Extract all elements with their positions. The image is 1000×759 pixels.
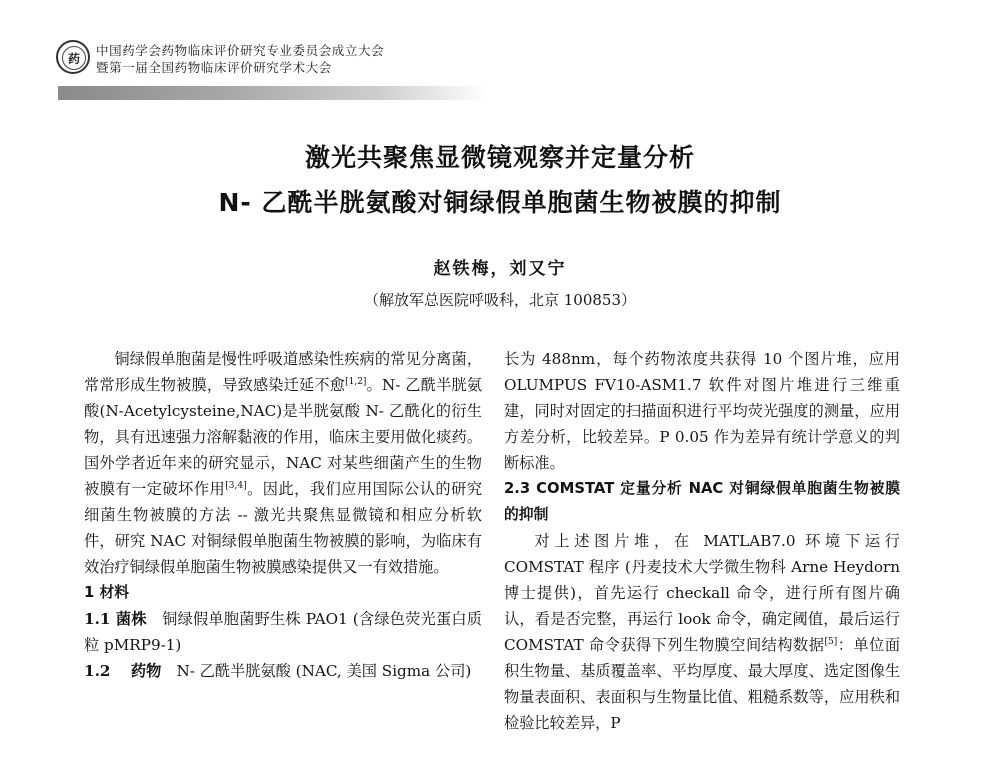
section-heading-materials: 1 材料: [84, 584, 130, 601]
header-gradient-bar: [58, 86, 488, 100]
citation-1-2: [1,2]: [345, 376, 367, 387]
methods-paragraph-continued: 长为 488nm，每个药物浓度共获得 10 个图片堆，应用 OLUMPUS FV10-ASM1.7 软件对图片堆进行三维重建，同时对固定的扫描面积进行平均荧光强度的测量，应用方差分析，比较差异。P 0.05 作为差异有统计学意义的判断标准。: [504, 350, 900, 472]
citation-5: [5]: [824, 636, 838, 647]
intro-paragraph: [84, 346, 482, 580]
subsection-drug-label: 1.2 药物: [84, 662, 162, 680]
society-seal-icon: [56, 40, 90, 74]
conference-name-line1: 中国药学会药物临床评价研究专业委员会成立大会: [96, 43, 385, 58]
right-column: [504, 346, 900, 736]
article-title-line1: 激光共聚焦显微镜观察并定量分析: [304, 143, 695, 172]
subsection-strain-text: 铜绿假单胞菌野生株 PAO1 (含绿色荧光蛋白质粒 pMRP9-1): [84, 610, 482, 654]
comstat-paragraph: [504, 528, 900, 736]
intro-text-c: 。因此，我们应用国际公认的研究细菌生物被膜的方法 -- 激光共聚焦显微镜和相应分析软件，研究 NAC 对铜绿假单胞菌生物被膜的影响，为临床有效治疗铜绿假单胞菌生物被膜感染提供又一有效措施。: [84, 480, 483, 576]
article-title-line2: N- 乙酰半胱氨酸对铜绿假单胞菌生物被膜的抑制: [218, 188, 782, 217]
article-authors: 赵铁梅，刘又宁: [433, 259, 567, 279]
comstat-text-b: ：单位面积生物量、基质覆盖率、平均厚度、最大厚度、选定图像生物量表面积、表面积与生物量比值、粗糙系数等，应用秩和检验比较差异，P: [504, 636, 901, 732]
subsection-drug-text: N- 乙酰半胱氨酸 (NAC, 美国 Sigma 公司): [161, 662, 472, 680]
comstat-text-a: 对上述图片堆，在 MATLAB7.0 环境下运行 COMSTAT 程序 (丹麦技术大学微生物科 Arne Heydorn 博士提供)，首先运行 checkall 命令，进行所有图片确认，看是否完整，再运行 look 命令，确定阈值，最后运行 COMSTAT 命令获得下列生物膜空间结构数据: [504, 532, 900, 654]
intro-text-a: 铜绿假单胞菌是慢性呼吸道感染性疾病的常见分离菌，常常形成生物被膜，导致感染迁延不愈: [84, 350, 482, 394]
conference-name-line2: 暨第一届全国药物临床评价研究学术大会: [96, 60, 332, 75]
section-heading-comstat: 2.3 COMSTAT 定量分析 NAC 对铜绿假单胞菌生物被膜的抑制: [504, 480, 900, 523]
article-affiliation: （解放军总医院呼吸科，北京 100853）: [363, 291, 637, 309]
intro-text-b: 。N- 乙酰半胱氨酸(N-Acetylcysteine,NAC)是半胱氨酸 N- 乙酰化的衍生物，具有迅速强力溶解黏液的作用，临床主要用做化痰药。国外学者近年来的研究显示，NAC 对某些细菌产生的生物被膜有一定破坏作用: [84, 376, 483, 498]
subsection-strain: [84, 606, 482, 658]
conference-header: [52, 30, 652, 110]
subsection-drug: [84, 658, 482, 684]
seal-glyph: 药: [62, 46, 86, 70]
left-column: [84, 346, 482, 684]
citation-3-4: [3,4]: [225, 480, 247, 491]
subsection-strain-label: 1.1 菌株: [84, 610, 147, 628]
